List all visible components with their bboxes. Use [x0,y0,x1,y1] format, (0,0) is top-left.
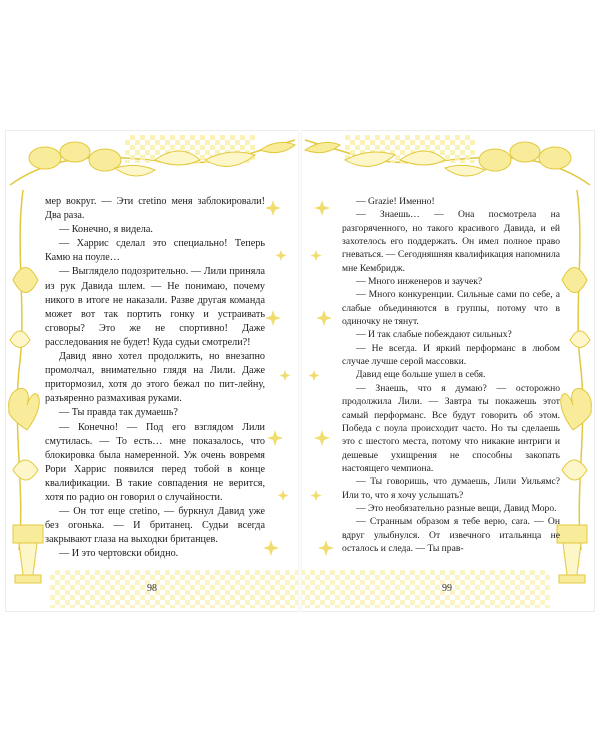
paragraph: — Харрис сделал это специально! Теперь Камю на поуле… [45,238,265,264]
paragraph: — Знаешь… — Она посмотрела на разгоряченного, но такого красивого Давида, и ей захотелось его поддержать. Он имел полное право гневаться. — Сегодняшняя квалификация напомнила мне Кембридж. [342,209,560,274]
paragraph: — Конечно, я видела. [59,224,153,236]
paragraph: — Он тот еще cretino, — буркнул Давид уже без огонька. — И британец. Судьи всегда закрывают глаза на выходки британцев. [45,506,265,546]
paragraph: Давид явно хотел продолжить, но внезапно промолчал, внимательно глядя на Лили. Даже притормозил, хотя до этого бежал по пит-лейну, разъяренно размахивая руками. [45,351,265,405]
paragraph: — Ты правда так думаешь? [59,407,178,419]
paragraph: — И так слабые побеждают сильных? [356,329,512,341]
paragraph: мер вокруг. — Эти cretino меня заблокировали! Два раза. [45,196,265,222]
paragraph: — Знаешь, что я думаю? — осторожно продолжила Лили. — Завтра ты покажешь этот самый перформанс. Все будут говорить об этом. Победа с поула происходит часто. Но ты сделаешь это с шестого места, потому что никакие интриги и дешевые ухищрения не способны закопать настоящего чемпиона. [342,382,560,474]
book-gutter [298,130,302,612]
paragraph: — Конечно! — Под его взглядом Лили смутилась. — То есть… мне показалось, что блокировка была намеренной. Уж очень вовремя Рори Харрис появился перед тобой в конце квалификации. В такие совпадения не верится, хотя по радио он говорил о случайности. [45,421,265,503]
paragraph: — Не всегда. И яркий перформанс в любом случае лучше серой массовки. [342,342,560,368]
paragraph: — Ты говоришь, что думаешь, Лили Уильямс? Или то, что я хочу услышать? [342,476,560,501]
left-page [5,130,300,612]
right-page-text [342,195,560,555]
paragraph: — Это необязательно разные вещи, Давид Моро. [356,502,557,514]
paragraph: — И это чертовски обидно. [59,548,179,560]
paragraph: — Много инженеров и заучек? [356,276,483,288]
page-number-left: 98 [147,583,157,594]
left-page-text [45,195,265,561]
paragraph: — Выглядело подозрительно. — Лили приняла из рук Давида шлем. — Не понимаю, почему никого в итоге не наказали. Разве другая команда может вот так портить гонку и устраивать сговоры? Это же не спортивно! Даже расследования не будет! Куда судьи смотрели?! [45,266,265,348]
paragraph: — Grazie! Именно! [356,196,435,207]
right-page [300,130,595,612]
paragraph: Давид еще больше ушел в себя. [356,369,486,381]
book-spread [5,130,595,612]
paragraph: — Много конкуренции. Сильные сами по себе, а слабые объединяются в группы, потому что в одиночку не тянут. [342,289,560,328]
paragraph: — Странным образом я тебе верю, cara. — Он вдруг улыбнулся. От извечного итальянца не осталось и следа. — Ты прав- [342,516,560,554]
page-number-right: 99 [442,583,452,594]
